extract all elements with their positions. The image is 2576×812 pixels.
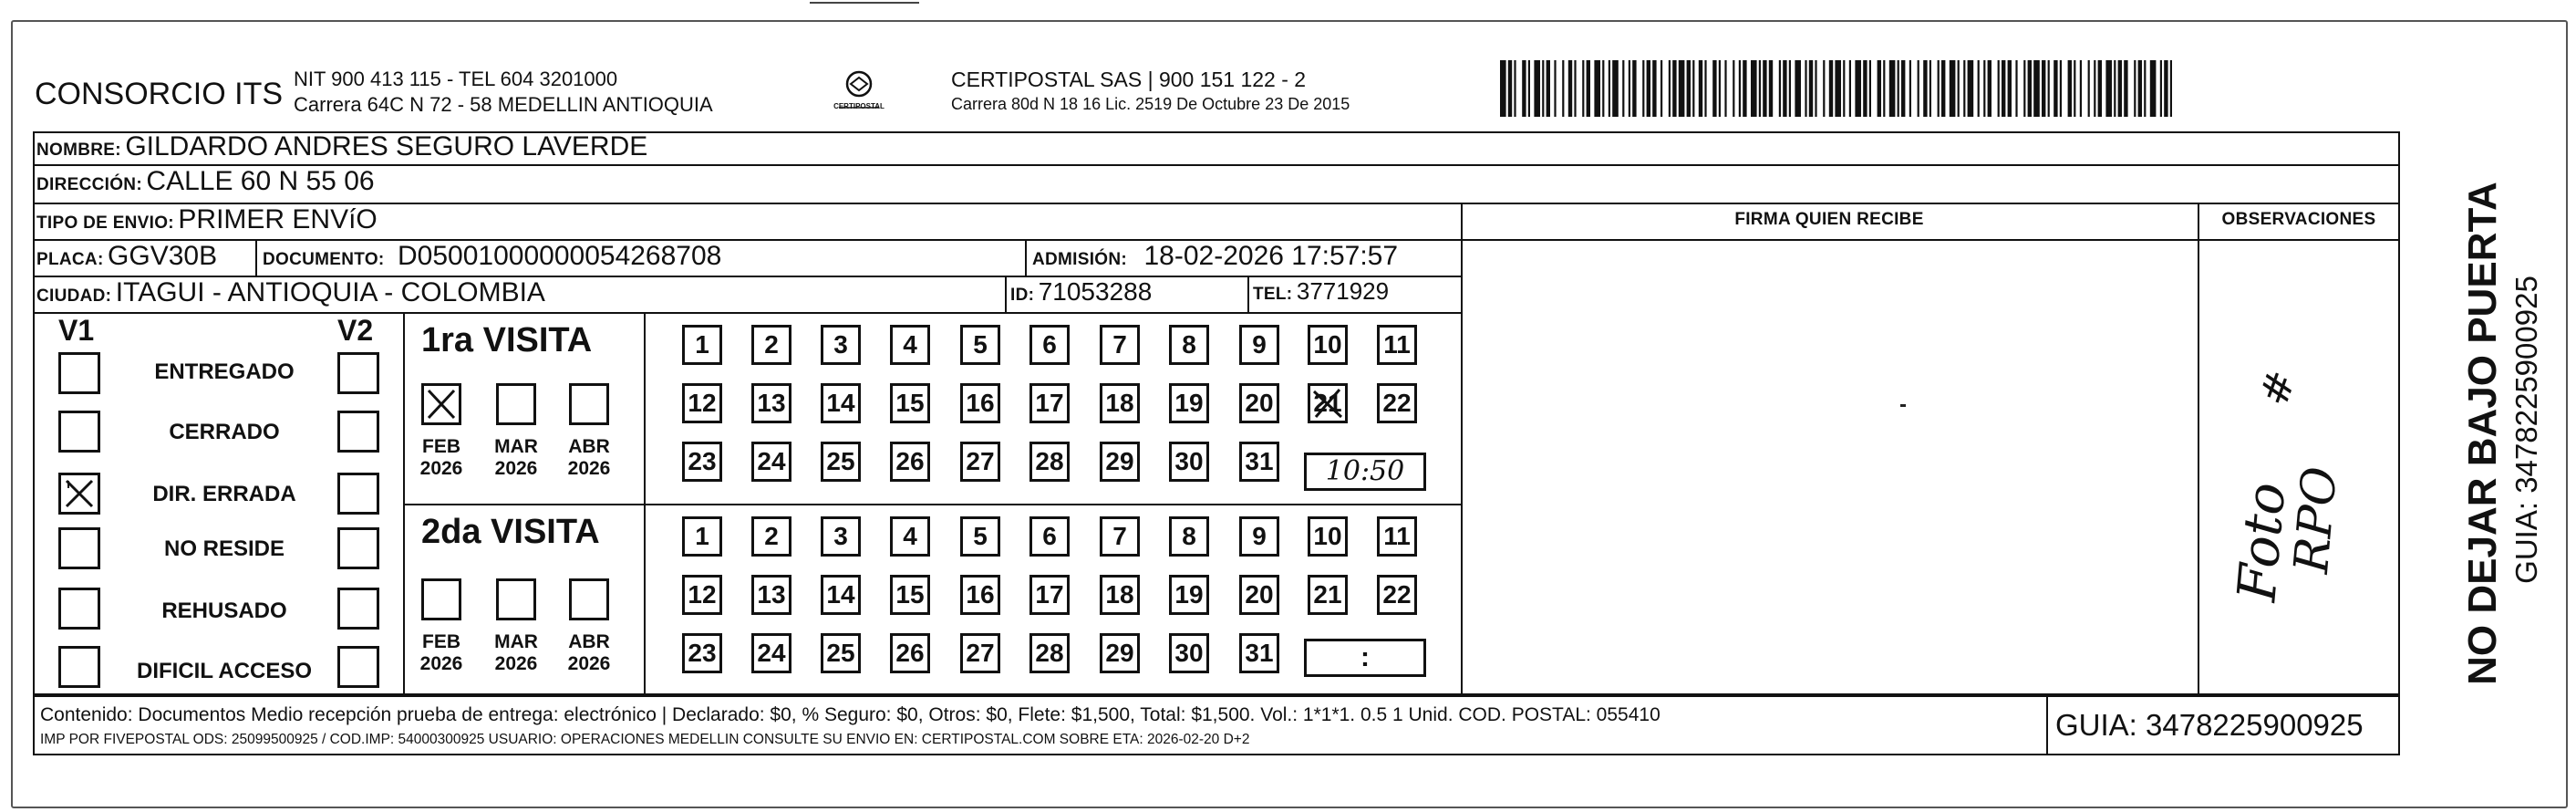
barcode-bar (2105, 60, 2112, 117)
barcode-bar (1918, 60, 1919, 117)
v2-checkbox-dificil-acceso[interactable] (337, 646, 379, 688)
barcode-bar (2002, 60, 2005, 117)
visit1-month-abr-checkbox[interactable] (569, 383, 609, 425)
company-address: Carrera 64C N 72 - 58 MEDELLIN ANTIOQUIA (294, 93, 713, 116)
nombre-label: NOMBRE: (36, 141, 121, 160)
visit1-day-4[interactable]: 4 (890, 325, 930, 365)
visit1-day-26[interactable]: 26 (890, 442, 930, 482)
direccion-value: CALLE 60 N 55 06 (146, 166, 375, 196)
barcode-bar (1998, 60, 2000, 117)
x-mark-icon (61, 475, 98, 512)
visit2-day-23[interactable]: 23 (682, 633, 722, 673)
visit2-day-18[interactable]: 18 (1100, 575, 1140, 615)
barcode-bar (1889, 60, 1896, 117)
barcode-bar (2170, 60, 2172, 117)
barcode-bar (1568, 60, 1572, 117)
barcode-bar (1869, 60, 1871, 117)
carrier-name: CERTIPOSTAL SAS | 900 151 122 - 2 (951, 68, 1307, 91)
barcode-bar (1950, 60, 1956, 117)
ciudad-value: ITAGUI - ANTIOQUIA - COLOMBIA (115, 277, 545, 307)
visit1-day-28[interactable]: 28 (1029, 442, 1070, 482)
footer-print-line: IMP POR FIVEPOSTAL ODS: 25099500925 / COD.IMP: 54000300925 USUARIO: OPERACIONES MEDELLIN CONSULTE SU ENVIO EN: CERTIPOSTAL.COM SOBRE ETA: 2026-02-20 D+2 (40, 732, 1250, 747)
visit1-day-20[interactable]: 20 (1239, 383, 1279, 423)
barcode-bar (1574, 60, 1576, 117)
barcode-bar (1692, 60, 1694, 117)
visit2-month-abr-checkbox[interactable] (569, 578, 609, 620)
visit2-year-mar: 2026 (494, 653, 538, 674)
visit2-day-1[interactable]: 1 (682, 516, 722, 557)
visit2-year-feb: 2026 (419, 653, 463, 674)
visit2-time: : (1360, 642, 1370, 672)
visit1-day-9[interactable]: 9 (1239, 325, 1279, 365)
barcode (1500, 60, 2175, 117)
v2-checkbox-entregado[interactable] (337, 352, 379, 394)
visit1-day-21[interactable]: 21 (1308, 383, 1348, 423)
option-rehusado: REHUSADO (161, 599, 287, 623)
visit1-day-3[interactable]: 3 (821, 325, 861, 365)
barcode-bar (2094, 60, 2095, 117)
visit1-day-13[interactable]: 13 (751, 383, 791, 423)
barcode-bar (1963, 60, 1965, 117)
visit2-day-14[interactable]: 14 (821, 575, 861, 615)
v1-checkbox-dir-errada[interactable] (58, 473, 100, 515)
visit1-day-25[interactable]: 25 (821, 442, 861, 482)
barcode-bar (1968, 60, 1974, 117)
barcode-bar (2028, 60, 2032, 117)
barcode-bar (1779, 60, 1781, 117)
barcode-bar (2124, 60, 2127, 117)
barcode-bar (1789, 60, 1791, 117)
barcode-bar (1622, 60, 1624, 117)
visit2-day-24[interactable]: 24 (751, 633, 791, 673)
barcode-bar (1669, 60, 1671, 117)
visit1-day-7[interactable]: 7 (1100, 325, 1140, 365)
visit1-year-abr: 2026 (567, 458, 611, 479)
visit2-day-3[interactable]: 3 (821, 516, 861, 557)
direccion-label: DIRECCIÓN: (36, 175, 142, 194)
barcode-bar (1938, 60, 1940, 117)
barcode-bar (1547, 60, 1550, 117)
barcode-bar (1500, 60, 1506, 117)
visit1-day-18[interactable]: 18 (1100, 383, 1140, 423)
barcode-bar (1901, 60, 1905, 117)
barcode-bar (1739, 60, 1741, 117)
visit1-month-feb-checkbox[interactable] (421, 383, 461, 425)
observaciones-label: OBSERVACIONES (2221, 210, 2376, 229)
barcode-bar (1612, 60, 1619, 117)
barcode-bar (1724, 60, 1726, 117)
barcode-bar (1898, 60, 1899, 117)
barcode-bar (1679, 60, 1685, 117)
visit1-day-24[interactable]: 24 (751, 442, 791, 482)
v1-checkbox-rehusado[interactable] (58, 588, 100, 630)
visit2-day-11[interactable]: 11 (1377, 516, 1417, 557)
barcode-bar (1602, 60, 1604, 117)
barcode-bar (1829, 60, 1833, 117)
visit1-day-12[interactable]: 12 (682, 383, 722, 423)
visit1-month-abr: ABR (568, 436, 610, 457)
barcode-bar (1642, 60, 1644, 117)
footer-content-line: Contenido: Documentos Medio recepción prueba de entrega: electrónico | Declarado: $0, % Seguro: $0, Otros: $0, Flete: $1,500, Total: $1,500. Vol.: 1*1*1. 0.5 1 Unid. COD. POSTAL: 055410 (40, 704, 1660, 725)
barcode-bar (1855, 60, 1861, 117)
visit1-day-5[interactable]: 5 (960, 325, 1000, 365)
barcode-bar (1522, 60, 1526, 117)
barcode-bar (1672, 60, 1676, 117)
barcode-bar (1878, 60, 1881, 117)
visit1-day-1[interactable]: 1 (682, 325, 722, 365)
barcode-bar (2008, 60, 2012, 117)
barcode-bar (1805, 60, 1806, 117)
barcode-bar (2068, 60, 2072, 117)
barcode-bar (1534, 60, 1540, 117)
company-name: CONSORCIO ITS (35, 77, 284, 111)
visit1-day-31[interactable]: 31 (1239, 442, 1279, 482)
visit2-month-mar: MAR (494, 631, 538, 652)
option-cerrado: CERRADO (169, 420, 280, 444)
signature-dot (1900, 404, 1906, 407)
barcode-bar (2160, 60, 2162, 117)
visit2-month-abr: ABR (568, 631, 610, 652)
barcode-bar (2080, 60, 2082, 117)
v2-checkbox-rehusado[interactable] (337, 588, 379, 630)
visit2-day-4[interactable]: 4 (890, 516, 930, 557)
visit2-day-30[interactable]: 30 (1169, 633, 1209, 673)
ciudad-label: CIUDAD: (36, 286, 112, 306)
visit2-year-abr: 2026 (567, 653, 611, 674)
barcode-bar (2023, 60, 2025, 117)
barcode-bar (2134, 60, 2136, 117)
visit2-day-7[interactable]: 7 (1100, 516, 1140, 557)
barcode-bar (1528, 60, 1530, 117)
barcode-bar (1751, 60, 1757, 117)
barcode-bar (1647, 60, 1650, 117)
barcode-bar (2150, 60, 2157, 117)
barcode-bar (1978, 60, 1980, 117)
admision-label: ADMISIÓN: (1032, 250, 1128, 269)
visit2-time-box[interactable] (1304, 639, 1426, 677)
visit1-month-mar: MAR (494, 436, 538, 457)
visit1-day-17[interactable]: 17 (1029, 383, 1070, 423)
visit2-day-22[interactable]: 22 (1377, 575, 1417, 615)
barcode-bar (1699, 60, 1702, 117)
nombre-value: GILDARDO ANDRES SEGURO LAVERDE (125, 131, 648, 161)
footer-guia: GUIA: 3478225900925 (2055, 708, 2364, 742)
barcode-bar (1759, 60, 1761, 117)
barcode-bar (1687, 60, 1691, 117)
visit2-day-31[interactable]: 31 (1239, 633, 1279, 673)
barcode-bar (1733, 60, 1734, 117)
visit2-day-25[interactable]: 25 (821, 633, 861, 673)
placa-value: GGV30B (108, 241, 218, 271)
barcode-bar (2164, 60, 2167, 117)
visit2-day-16[interactable]: 16 (960, 575, 1000, 615)
v1-checkbox-dificil-acceso[interactable] (58, 646, 100, 688)
option-no-reside: NO RESIDE (163, 536, 285, 561)
barcode-bar (1562, 60, 1564, 117)
id-value: 71053288 (1038, 277, 1153, 306)
logo-text: CERTIPOSTAL (833, 102, 885, 110)
barcode-bar (2048, 60, 2050, 117)
visit1-title: 1ra VISITA (421, 321, 593, 359)
visit1-year-feb: 2026 (419, 458, 463, 479)
carrier-address: Carrera 80d N 18 16 Lic. 2519 De Octubre 23 De 2015 (951, 95, 1350, 113)
v2-checkbox-dir-errada[interactable] (337, 473, 379, 515)
visit1-day-8[interactable]: 8 (1169, 325, 1209, 365)
visit2-day-19[interactable]: 19 (1169, 575, 1209, 615)
barcode-bar (1863, 60, 1867, 117)
visit1-day-30[interactable]: 30 (1169, 442, 1209, 482)
visit2-day-2[interactable]: 2 (751, 516, 791, 557)
barcode-bar (2144, 60, 2146, 117)
barcode-bar (1883, 60, 1885, 117)
visit2-day-20[interactable]: 20 (1239, 575, 1279, 615)
barcode-bar (2033, 60, 2040, 117)
visit1-day-14[interactable]: 14 (821, 383, 861, 423)
barcode-bar (1983, 60, 1985, 117)
barcode-bar (1763, 60, 1766, 117)
barcode-bar (1923, 60, 1927, 117)
visit2-day-17[interactable]: 17 (1029, 575, 1070, 615)
visit2-day-12[interactable]: 12 (682, 575, 722, 615)
observaciones-handwriting-mark: # (2250, 364, 2306, 412)
visit1-day-19[interactable]: 19 (1169, 383, 1209, 423)
barcode-bar (1719, 60, 1721, 117)
visit2-day-5[interactable]: 5 (960, 516, 1000, 557)
barcode-bar (1783, 60, 1786, 117)
barcode-bar (1958, 60, 1960, 117)
v1-checkbox-no-reside[interactable] (58, 527, 100, 569)
barcode-bar (2015, 60, 2017, 117)
barcode-bar (2118, 60, 2122, 117)
barcode-bar (2088, 60, 2090, 117)
visit2-day-27[interactable]: 27 (960, 633, 1000, 673)
barcode-bar (1587, 60, 1590, 117)
visit2-month-feb: FEB (422, 631, 460, 652)
visit2-day-9[interactable]: 9 (1239, 516, 1279, 557)
admision-value: 18-02-2026 17:57:57 (1143, 241, 1399, 271)
barcode-bar (2054, 60, 2057, 117)
visit2-day-15[interactable]: 15 (890, 575, 930, 615)
v1-checkbox-entregado[interactable] (58, 352, 100, 394)
visit2-day-13[interactable]: 13 (751, 575, 791, 615)
tel-label: TEL: (1253, 285, 1293, 304)
barcode-bar (1629, 60, 1630, 117)
visit1-day-29[interactable]: 29 (1100, 442, 1140, 482)
barcode-bar (1909, 60, 1911, 117)
side-guia: GUIA: 3478225900925 (2509, 276, 2543, 584)
barcode-bar (1795, 60, 1801, 117)
visit2-day-6[interactable]: 6 (1029, 516, 1070, 557)
visit2-day-8[interactable]: 8 (1169, 516, 1209, 557)
visit2-month-mar-checkbox[interactable] (496, 578, 536, 620)
visit1-day-16[interactable]: 16 (960, 383, 1000, 423)
barcode-bar (2098, 60, 2102, 117)
barcode-bar (1704, 60, 1706, 117)
visit1-day-2[interactable]: 2 (751, 325, 791, 365)
barcode-bar (1941, 60, 1945, 117)
barcode-bar (1929, 60, 1931, 117)
barcode-bar (2138, 60, 2142, 117)
visit2-day-29[interactable]: 29 (1100, 633, 1140, 673)
barcode-bar (1554, 60, 1556, 117)
barcode-bar (1582, 60, 1584, 117)
barcode-bar (2042, 60, 2045, 117)
documento-label: DOCUMENTO: (263, 250, 385, 269)
scan-mark (810, 2, 919, 4)
x-mark-icon (1310, 386, 1345, 421)
visit2-day-26[interactable]: 26 (890, 633, 930, 673)
visit2-month-feb-checkbox[interactable] (421, 578, 461, 620)
id-label: ID: (1010, 286, 1035, 305)
barcode-bar (1652, 60, 1656, 117)
barcode-bar (1843, 60, 1845, 117)
visit1-day-23[interactable]: 23 (682, 442, 722, 482)
barcode-bar (2060, 60, 2062, 117)
placa-label: PLACA: (36, 250, 104, 269)
barcode-bar (1809, 60, 1813, 117)
visit1-time: 10:50 (1325, 455, 1405, 487)
visit1-day-10[interactable]: 10 (1308, 325, 1348, 365)
v1-checkbox-cerrado[interactable] (58, 411, 100, 453)
visit1-day-11[interactable]: 11 (1377, 325, 1417, 365)
barcode-bar (1594, 60, 1600, 117)
visit1-time-box[interactable] (1304, 453, 1426, 491)
tipo-envio-value: PRIMER ENVíO (178, 204, 378, 234)
side-warning: NO DEJAR BAJO PUERTA (2460, 182, 2505, 685)
company-nit: NIT 900 413 115 - TEL 604 3201000 (294, 68, 618, 90)
barcode-bar (1542, 60, 1544, 117)
option-dir-errada: DIR. ERRADA (152, 482, 296, 506)
barcode-bar (1632, 60, 1636, 117)
observaciones-handwriting-rpo: RPO (2284, 464, 2348, 576)
tipo-envio-label: TIPO DE ENVIO: (36, 213, 174, 233)
v2-checkbox-no-reside[interactable] (337, 527, 379, 569)
barcode-bar (1660, 60, 1662, 117)
v2-label: V2 (337, 314, 374, 347)
visit2-title: 2da VISITA (421, 513, 600, 551)
visit1-day-27[interactable]: 27 (960, 442, 1000, 482)
observaciones-handwriting-foto: Foto (2225, 480, 2298, 604)
barcode-bar (1769, 60, 1773, 117)
firma-label: FIRMA QUIEN RECIBE (1734, 210, 1924, 229)
visit1-year-mar: 2026 (494, 458, 538, 479)
barcode-bar (1743, 60, 1746, 117)
barcode-bar (1815, 60, 1816, 117)
visit1-day-22[interactable]: 22 (1377, 383, 1417, 423)
option-dificil-acceso: DIFICIL ACCESO (136, 659, 312, 683)
visit2-day-21[interactable]: 21 (1308, 575, 1348, 615)
barcode-bar (1514, 60, 1516, 117)
visit2-day-28[interactable]: 28 (1029, 633, 1070, 673)
visit1-month-feb: FEB (422, 436, 460, 457)
tel-value: 3771929 (1296, 277, 1390, 305)
barcode-bar (1609, 60, 1610, 117)
x-mark-icon (424, 386, 459, 422)
barcode-bar (2074, 60, 2075, 117)
barcode-bar (1849, 60, 1851, 117)
documento-value: D05001000000054268708 (398, 241, 722, 271)
visit1-day-6[interactable]: 6 (1029, 325, 1070, 365)
v1-label: V1 (58, 314, 95, 347)
v2-checkbox-cerrado[interactable] (337, 411, 379, 453)
barcode-bar (1823, 60, 1825, 117)
visit1-day-15[interactable]: 15 (890, 383, 930, 423)
option-entregado: ENTREGADO (154, 359, 295, 384)
barcode-bar (2114, 60, 2116, 117)
barcode-bar (1712, 60, 1716, 117)
barcode-bar (1988, 60, 1991, 117)
barcode-bar (1835, 60, 1841, 117)
barcode-bar (1508, 60, 1512, 117)
visit1-month-mar-checkbox[interactable] (496, 383, 536, 425)
visit2-day-10[interactable]: 10 (1308, 516, 1348, 557)
